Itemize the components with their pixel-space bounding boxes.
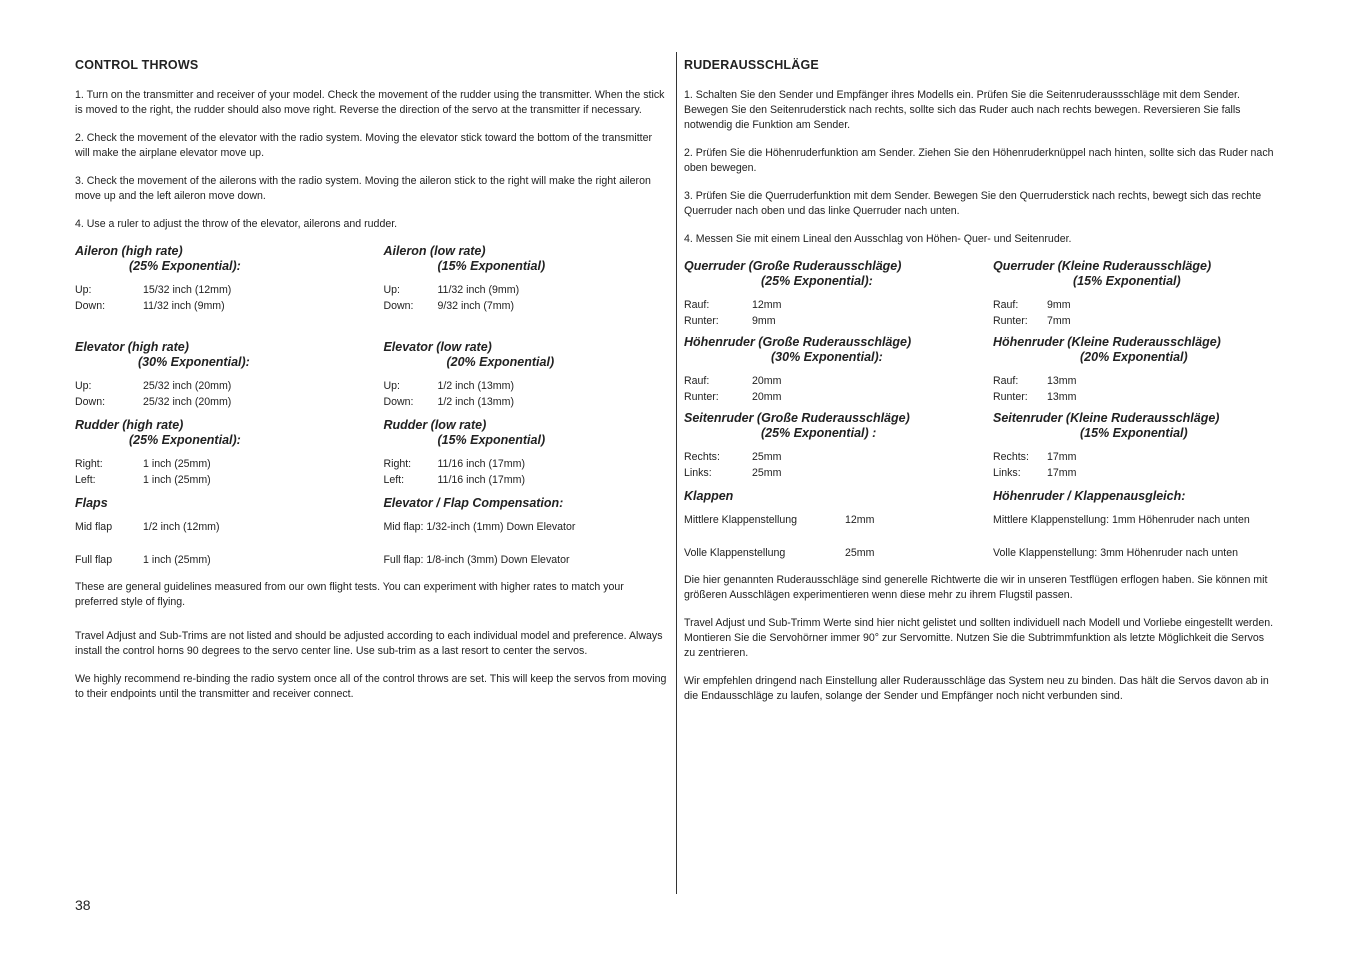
- note-2: Travel Adjust und Sub-Trimm Werte sind hier nicht gelistet und sollten individuell nach Modell und Vorliebe eingestellt werden. Montieren Sie die Servohörner immer 90° zur Servomitte. Nutzen Sie die Subtrimmfunktion als letzte Möglichkeit die Servos zu zentrieren.: [684, 617, 1274, 659]
- elevator-low-spec: [383, 340, 667, 410]
- querruder-klein-spec: [993, 259, 1278, 329]
- spec-heading: Elevator / Flap Compensation:: [383, 496, 564, 510]
- spec-row: Down: 11/32 inch (9mm): [75, 300, 225, 312]
- spec-row: Mittlere Klappenstellung 12mm: [684, 514, 875, 526]
- spec-heading: Rudder (low rate): [383, 418, 487, 432]
- note-1: These are general guidelines measured from our own flight tests. You can experiment with higher rates to match your preferred style of flying.: [75, 581, 624, 608]
- spec-subheading: (30% Exponential):: [138, 355, 250, 369]
- spec-heading: Höhenruder (Kleine Ruderausschläge): [993, 335, 1221, 349]
- aileron-high-spec: [75, 244, 383, 314]
- spec-subheading: (30% Exponential):: [771, 350, 883, 364]
- aileron-specs: [75, 244, 667, 314]
- step-3: 3. Check the movement of the ailerons with the radio system. Moving the aileron stick to the right will make the right aileron move up and the left aileron move down.: [75, 175, 651, 202]
- spec-subheading: (15% Exponential): [1073, 274, 1181, 288]
- spec-subheading: (25% Exponential) :: [761, 426, 877, 440]
- step-2: 2. Prüfen Sie die Höhenruderfunktion am Sender. Ziehen Sie den Höhenruderknüppel nach hinten, sollte sich das Ruder nach oben bewegen.: [684, 147, 1274, 174]
- spec-heading: Querruder (Kleine Ruderausschläge): [993, 259, 1212, 273]
- spec-row: Rechts: 25mm: [684, 451, 782, 463]
- spec-row: Down: 9/32 inch (7mm): [383, 300, 514, 312]
- spec-row: Links: 17mm: [993, 467, 1077, 479]
- spec-row: Left: 1 inch (25mm): [75, 474, 211, 486]
- note-3: Wir empfehlen dringend nach Einstellung aller Ruderausschläge das System neu zu binden. Das hält die Servos davon ab in die Endausschläge zu laufen, solange der Sender und Empfänger noch nicht verbunden sind.: [684, 675, 1269, 702]
- step-1: 1. Turn on the transmitter and receiver of your model. Check the movement of the rudder using the transmitter. When the stick is moved to the right, the rudder should also move right. Reverse the direction of the servo at the transmitter if necessary.: [75, 89, 665, 116]
- spec-row: Mittlere Klappenstellung: 1mm Höhenruder nach unten: [993, 514, 1250, 526]
- spec-row: Links: 25mm: [684, 467, 782, 479]
- flap-compensation-spec: [383, 496, 667, 568]
- spec-row: Up: 1/2 inch (13mm): [383, 380, 514, 392]
- spec-row: Right: 1 inch (25mm): [75, 458, 211, 470]
- spec-heading: Seitenruder (Kleine Ruderausschläge): [993, 411, 1220, 425]
- rudder-low-spec: [383, 418, 667, 488]
- spec-row: Runter: 13mm: [993, 391, 1077, 403]
- english-column: [75, 58, 667, 715]
- spec-row: Up: 11/32 inch (9mm): [383, 284, 520, 296]
- spec-heading: Querruder (Große Ruderausschläge): [684, 259, 902, 273]
- step-2: 2. Check the movement of the elevator with the radio system. Moving the elevator stick toward the bottom of the transmitter will make the airplane elevator move up.: [75, 132, 653, 159]
- spec-subheading: (25% Exponential):: [129, 433, 241, 447]
- spec-row: Full flap: 1/8-inch (3mm) Down Elevator: [383, 554, 570, 566]
- spec-heading: Klappen: [684, 489, 734, 503]
- flap-specs: [75, 496, 667, 568]
- spec-subheading: (15% Exponential): [437, 259, 546, 273]
- spec-row: Runter: 9mm: [684, 315, 776, 327]
- spec-row: Rechts: 17mm: [993, 451, 1077, 463]
- elevator-specs: [75, 340, 667, 410]
- spec-subheading: (20% Exponential): [1080, 350, 1188, 364]
- spec-row: Down: 1/2 inch (13mm): [383, 396, 514, 408]
- spec-heading: Elevator (high rate): [75, 340, 189, 354]
- querruder-gross-spec: [684, 259, 993, 329]
- spec-row: Runter: 7mm: [993, 315, 1071, 327]
- spec-row: Volle Klappenstellung: 3mm Höhenruder nach unten: [993, 547, 1238, 559]
- rudder-high-spec: [75, 418, 383, 488]
- klappen-spec: [684, 489, 993, 561]
- spec-row: Up: 25/32 inch (20mm): [75, 380, 232, 392]
- klappen-specs: [684, 489, 1278, 561]
- elevator-high-spec: [75, 340, 383, 410]
- spec-heading: Seitenruder (Große Ruderausschläge): [684, 411, 910, 425]
- spec-heading: Aileron (low rate): [383, 244, 486, 258]
- hoehenruder-klein-spec: [993, 335, 1278, 405]
- step-1: 1. Schalten Sie den Sender und Empfänger ihres Modells ein. Prüfen Sie die Seitenruderaussschläge mit dem Sender. Bewegen Sie den Seitenruderstick nach rechts, sollte sich das Ruder auch nach rechts bewegen. Reversieren Sie falls notwendig die Funktion am Sender.: [684, 89, 1241, 131]
- german-column: [684, 58, 1278, 717]
- spec-row: Rauf: 13mm: [993, 375, 1077, 387]
- seitenruder-gross-spec: [684, 411, 993, 481]
- spec-heading: Aileron (high rate): [75, 244, 183, 258]
- spec-heading: Flaps: [75, 496, 108, 510]
- spec-subheading: (15% Exponential): [437, 433, 546, 447]
- spec-heading: Höhenruder / Klappenausgleich:: [993, 489, 1186, 503]
- spec-row: Volle Klappenstellung 25mm: [684, 547, 875, 559]
- seitenruder-specs: [684, 411, 1278, 481]
- klappenausgleich-spec: [993, 489, 1278, 561]
- spec-subheading: (20% Exponential): [446, 355, 555, 369]
- spec-subheading: (25% Exponential):: [129, 259, 241, 273]
- step-3: 3. Prüfen Sie die Querruderfunktion mit dem Sender. Bewegen Sie den Querruderstick nach rechts, bewegt sich das rechte Querruder nach oben und das linke Querruder nach unten.: [684, 190, 1262, 217]
- seitenruder-klein-spec: [993, 411, 1278, 481]
- hoehenruder-specs: [684, 335, 1278, 405]
- spec-row: Mid flap 1/2 inch (12mm): [75, 521, 220, 533]
- step-4: 4. Messen Sie mit einem Lineal den Ausschlag von Höhen- Quer- und Seitenruder.: [684, 233, 1072, 245]
- spec-row: Runter: 20mm: [684, 391, 782, 403]
- spec-heading: Höhenruder (Große Ruderausschläge): [684, 335, 912, 349]
- spec-row: Rauf: 20mm: [684, 375, 782, 387]
- flaps-spec: [75, 496, 383, 568]
- spec-subheading: (25% Exponential):: [761, 274, 873, 288]
- rudder-specs: [75, 418, 667, 488]
- section-title: CONTROL THROWS: [75, 58, 199, 72]
- note-1: Die hier genannten Ruderausschläge sind generelle Richtwerte die wir in unseren Testflügen erflogen haben. Sie können mit größeren Ausschlägen experimentieren wenn diese mehr zu ihrem Flugstil passen.: [684, 574, 1268, 601]
- note-2: Travel Adjust and Sub-Trims are not listed and should be adjusted according to each individual model and preference. Always install the control horns 90 degrees to the servo center line. Use sub-trim as a last resort to center the servos.: [75, 630, 663, 657]
- spec-row: Mid flap: 1/32-inch (1mm) Down Elevator: [383, 521, 576, 533]
- spec-row: Full flap 1 inch (25mm): [75, 554, 211, 566]
- spec-subheading: (15% Exponential): [1080, 426, 1188, 440]
- spec-row: Down: 25/32 inch (20mm): [75, 396, 232, 408]
- querruder-specs: [684, 259, 1278, 329]
- spec-heading: Elevator (low rate): [383, 340, 492, 354]
- section-title: RUDERAUSSCHLÄGE: [684, 58, 819, 72]
- spec-row: Left: 11/16 inch (17mm): [383, 474, 525, 486]
- spec-row: Rauf: 12mm: [684, 299, 782, 311]
- spec-row: Up: 15/32 inch (12mm): [75, 284, 232, 296]
- spec-row: Right: 11/16 inch (17mm): [383, 458, 525, 470]
- step-4: 4. Use a ruler to adjust the throw of the elevator, ailerons and rudder.: [75, 218, 398, 230]
- page-number: 38: [75, 897, 91, 913]
- hoehenruder-gross-spec: [684, 335, 993, 405]
- column-divider: [676, 52, 677, 894]
- note-3: We highly recommend re-binding the radio system once all of the control throws are set. This will keep the servos from moving to their endpoints until the transmitter and receiver connect.: [75, 673, 667, 700]
- spec-heading: Rudder (high rate): [75, 418, 184, 432]
- aileron-low-spec: [383, 244, 667, 314]
- spec-row: Rauf: 9mm: [993, 299, 1071, 311]
